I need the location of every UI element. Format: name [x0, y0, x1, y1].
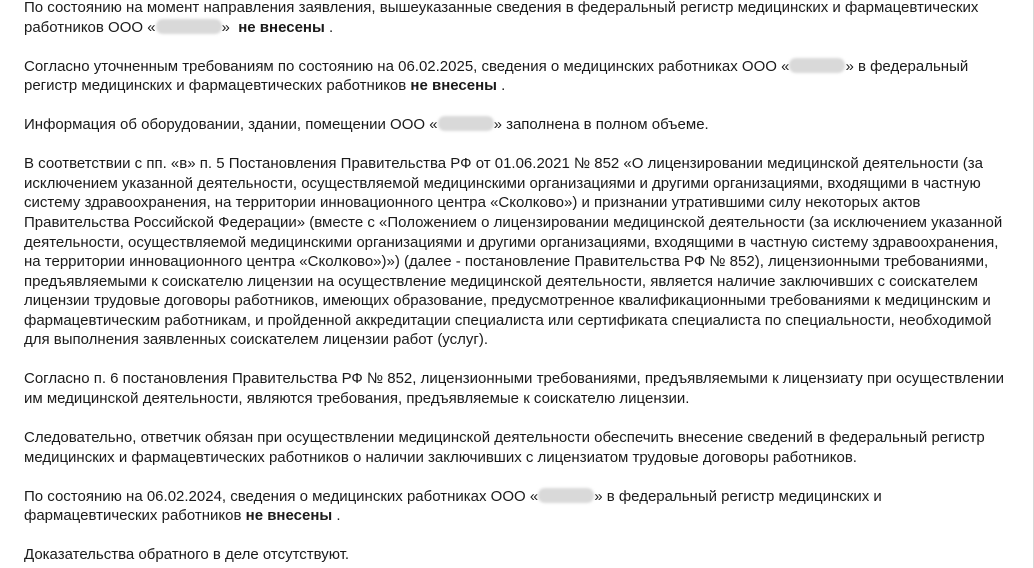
paragraph-text: . — [332, 507, 341, 525]
paragraph-text: » заполнена в полном объеме. — [493, 116, 709, 134]
document-body — [24, 0, 1014, 568]
paragraph-licensee-requirements: Согласно п. 6 постановления Правительства РФ № 852, лицензионными требованиями, предъявляемыми к лицензиату при осуществлении им медицинской деятельности, являются требования, предъявляемые к соискателю лицензии. — [24, 370, 1004, 408]
paragraph-registry-status-1 — [24, 0, 1014, 37]
paragraph-text: » в федеральный регистр медицинских и фармацевтических работников — [24, 487, 882, 525]
paragraph-registry-status-2 — [24, 57, 1014, 96]
paragraph-text: . — [496, 77, 506, 95]
paragraph-text: Информация об оборудовании, здании, помещении ООО « — [24, 116, 438, 134]
bold-not-entered: не внесены — [245, 507, 333, 525]
bold-not-entered: не внесены — [410, 77, 497, 95]
paragraph-text: . — [324, 18, 334, 36]
redacted-company-name — [438, 116, 494, 131]
paragraph-text: Согласно уточненным требованиям по состоянию на 06.02.2025, сведения о медицинских работниках ООО « — [24, 57, 790, 75]
redacted-company-name — [156, 19, 222, 34]
paragraph-no-evidence: Доказательства обратного в деле отсутствуют. — [24, 546, 350, 564]
paragraph-text: » — [221, 18, 235, 36]
paragraph-license-requirements: В соответствии с пп. «в» п. 5 Постановления Правительства РФ от 01.06.2021 № 852 «О лицензировании медицинской деятельности (за исключением указанной деятельности, осуществляемой медицинскими организациями и другими организациями, входящими в частную систему здравоохранения, на территории инновационного центра «Сколково») и признании утратившими силу некоторых актов Правительства Российской Федерации» (вместе с «Положением о лицензировании медицинской деятельности (за исключением указанной деятельности, осуществляемой медицинскими организациями и другими организациями, входящими в частную систему здравоохранения, на территории инновационного центра «Сколково»)») (далее - постановление Правительства РФ № 852), лицензионными требованиями, предъявляемыми к соискателю лицензии на осуществление медицинской деятельности, является наличие заключивших с соискателем лицензии трудовые договоры работников, имеющих образование, предусмотренное квалификационными требованиями к медицинским и фармацевтическим работникам, и пройденной аккредитации специалиста или сертификата специалиста по специальности, необходимой для выполнения заявленных соискателем лицензии работ (услуг). — [24, 155, 1003, 349]
redacted-company-name — [538, 488, 594, 503]
redacted-company-name — [789, 58, 845, 73]
paragraph-equipment-info — [24, 115, 1014, 135]
paragraph-conclusion: Следовательно, ответчик обязан при осуществлении медицинской деятельности обеспечить внесение сведений в федеральный регистр медицинских и фармацевтических работников о наличии заключивших с лицензиатом трудовые договоры работников. — [24, 429, 985, 466]
paragraph-text: » в федеральный регистр медицинских и фармацевтических работников — [24, 57, 969, 95]
bold-not-entered: не внесены — [238, 18, 325, 36]
paragraph-registry-status-3 — [24, 487, 1014, 526]
paragraph-text: По состоянию на 06.02.2024, сведения о медицинских работниках ООО « — [24, 487, 539, 505]
paragraph-text: По состоянию на момент направления заявления, вышеуказанные сведения в федеральный регистр медицинских и фармацевтических работников ООО « — [24, 0, 979, 36]
